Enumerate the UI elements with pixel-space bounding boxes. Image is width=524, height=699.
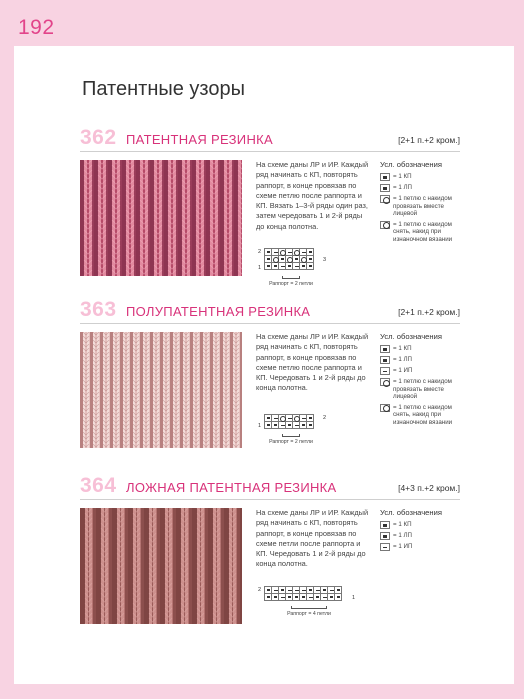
pattern-section-363: [80, 298, 460, 452]
stitch-chart: [258, 414, 327, 445]
legend-text: = 1 петлю с накидом провязать вместе лицевой: [393, 195, 452, 218]
legend-text: = 1 ИП: [393, 543, 413, 550]
stitch-chart: [258, 586, 356, 617]
pattern-repeat: [4+3 п.+2 кром.]: [398, 483, 460, 493]
chapter-title: Патентные узоры: [82, 78, 245, 100]
pattern-description: На схеме даны ЛР и ИР. Каждый ряд начинать с КП, повторять раппорт, в конце провязав по схеме петлю после раппорта и КП. Вязать 1–3-й ряды один раз, затем чередовать 1 и 2-й ряды до конца полотна.: [256, 160, 369, 231]
repeat-bracket: [282, 434, 300, 437]
legend-item: [380, 404, 462, 427]
page-frame-left: [0, 0, 14, 699]
legend-item: [380, 356, 462, 364]
legend: [380, 332, 462, 430]
page-frame-right: [514, 0, 524, 699]
legend: [380, 160, 462, 247]
repeat-bracket: [282, 276, 300, 279]
legend-text: = 1 ЛП: [393, 532, 413, 539]
section-header: [80, 126, 460, 152]
row-label: 1: [258, 265, 262, 271]
knit-swatch-photo: [80, 332, 242, 448]
section-header: [80, 474, 460, 500]
legend-title: Усл. обозначения: [380, 332, 442, 341]
legend-item: [380, 532, 462, 540]
stitch-chart: [258, 248, 327, 287]
legend-item: [380, 367, 462, 375]
legend-text: = 1 КП: [393, 345, 412, 352]
pattern-section-364: [80, 474, 460, 628]
repeat-label: Раппорт = 4 петли: [287, 611, 331, 617]
legend-item: [380, 543, 462, 551]
knit-symbol-icon: [380, 184, 390, 192]
knit-symbol-icon: [380, 521, 390, 529]
row-label: 3: [323, 257, 327, 263]
knit-swatch-photo: [80, 160, 242, 276]
knit-symbol-icon: [380, 356, 390, 364]
pattern-repeat: [2+1 п.+2 кром.]: [398, 307, 460, 317]
knit-symbol-icon: [380, 345, 390, 353]
row-label: 1: [352, 595, 356, 601]
page-number: 192: [18, 16, 55, 39]
legend-item: [380, 173, 462, 181]
legend-title: Усл. обозначения: [380, 508, 442, 517]
pattern-title: ЛОЖНАЯ ПАТЕНТНАЯ РЕЗИНКА: [126, 480, 337, 495]
chart-grid: [264, 248, 314, 270]
yarn-over-symbol-icon: [380, 404, 390, 412]
row-label: 2: [258, 249, 262, 255]
legend-item: [380, 378, 462, 401]
yarn-over-symbol-icon: [380, 221, 390, 229]
knit-symbol-icon: [380, 173, 390, 181]
pattern-section-362: [80, 126, 460, 287]
legend-text: = 1 ЛП: [393, 356, 413, 363]
purl-symbol-icon: [380, 367, 390, 375]
page-frame-top: [0, 0, 524, 46]
legend-item: [380, 221, 462, 244]
section-header: [80, 298, 460, 324]
knit-swatch-photo: [80, 508, 242, 624]
repeat-label: Раппорт = 2 петли: [269, 281, 313, 287]
chart-grid: [264, 414, 314, 429]
legend-text: = 1 КП: [393, 173, 412, 180]
repeat-label: Раппорт = 2 петли: [269, 439, 313, 445]
row-label: 2: [258, 587, 262, 593]
yarn-over-symbol-icon: [380, 195, 390, 203]
page-frame-bottom: [0, 684, 524, 699]
purl-symbol-icon: [380, 543, 390, 551]
legend-item: [380, 195, 462, 218]
pattern-number: 364: [80, 474, 117, 497]
pattern-repeat: [2+1 п.+2 кром.]: [398, 135, 460, 145]
legend-text: = 1 ЛП: [393, 184, 413, 191]
legend-text: = 1 петлю с накидом провязать вместе лицевой: [393, 378, 452, 401]
legend-text: = 1 петлю с накидом снять, накид при изнаночном вязании: [393, 220, 453, 243]
pattern-number: 363: [80, 298, 117, 321]
row-label: 2: [323, 415, 327, 421]
legend-text: = 1 петлю с накидом снять, накид при изнаночном вязании: [393, 403, 453, 426]
repeat-bracket: [291, 606, 327, 609]
legend: [380, 508, 462, 554]
chart-grid: [264, 586, 342, 601]
yarn-over-symbol-icon: [380, 378, 390, 386]
pattern-description: На схеме даны ЛР и ИР. Каждый ряд начинать с КП, повторять раппорт, в конце провязав по схеме петлю после раппорта и КП. Чередовать 1 и 2-й ряды до конца полотна.: [256, 332, 369, 393]
pattern-description: На схеме даны ЛР и ИР. Каждый ряд начинать с КП, повторять раппорт, в конце провязав по схеме петли после раппорта и КП. Чередовать 1 и 2-й ряды до конца полотна.: [256, 508, 369, 569]
pattern-title: ПОЛУПАТЕНТНАЯ РЕЗИНКА: [126, 304, 311, 319]
pattern-number: 362: [80, 126, 117, 149]
legend-item: [380, 345, 462, 353]
knit-symbol-icon: [380, 532, 390, 540]
pattern-title: ПАТЕНТНАЯ РЕЗИНКА: [126, 132, 273, 147]
legend-item: [380, 521, 462, 529]
legend-title: Усл. обозначения: [380, 160, 442, 169]
legend-text: = 1 ИП: [393, 367, 413, 374]
legend-item: [380, 184, 462, 192]
legend-text: = 1 КП: [393, 521, 412, 528]
row-label: 1: [258, 423, 262, 429]
